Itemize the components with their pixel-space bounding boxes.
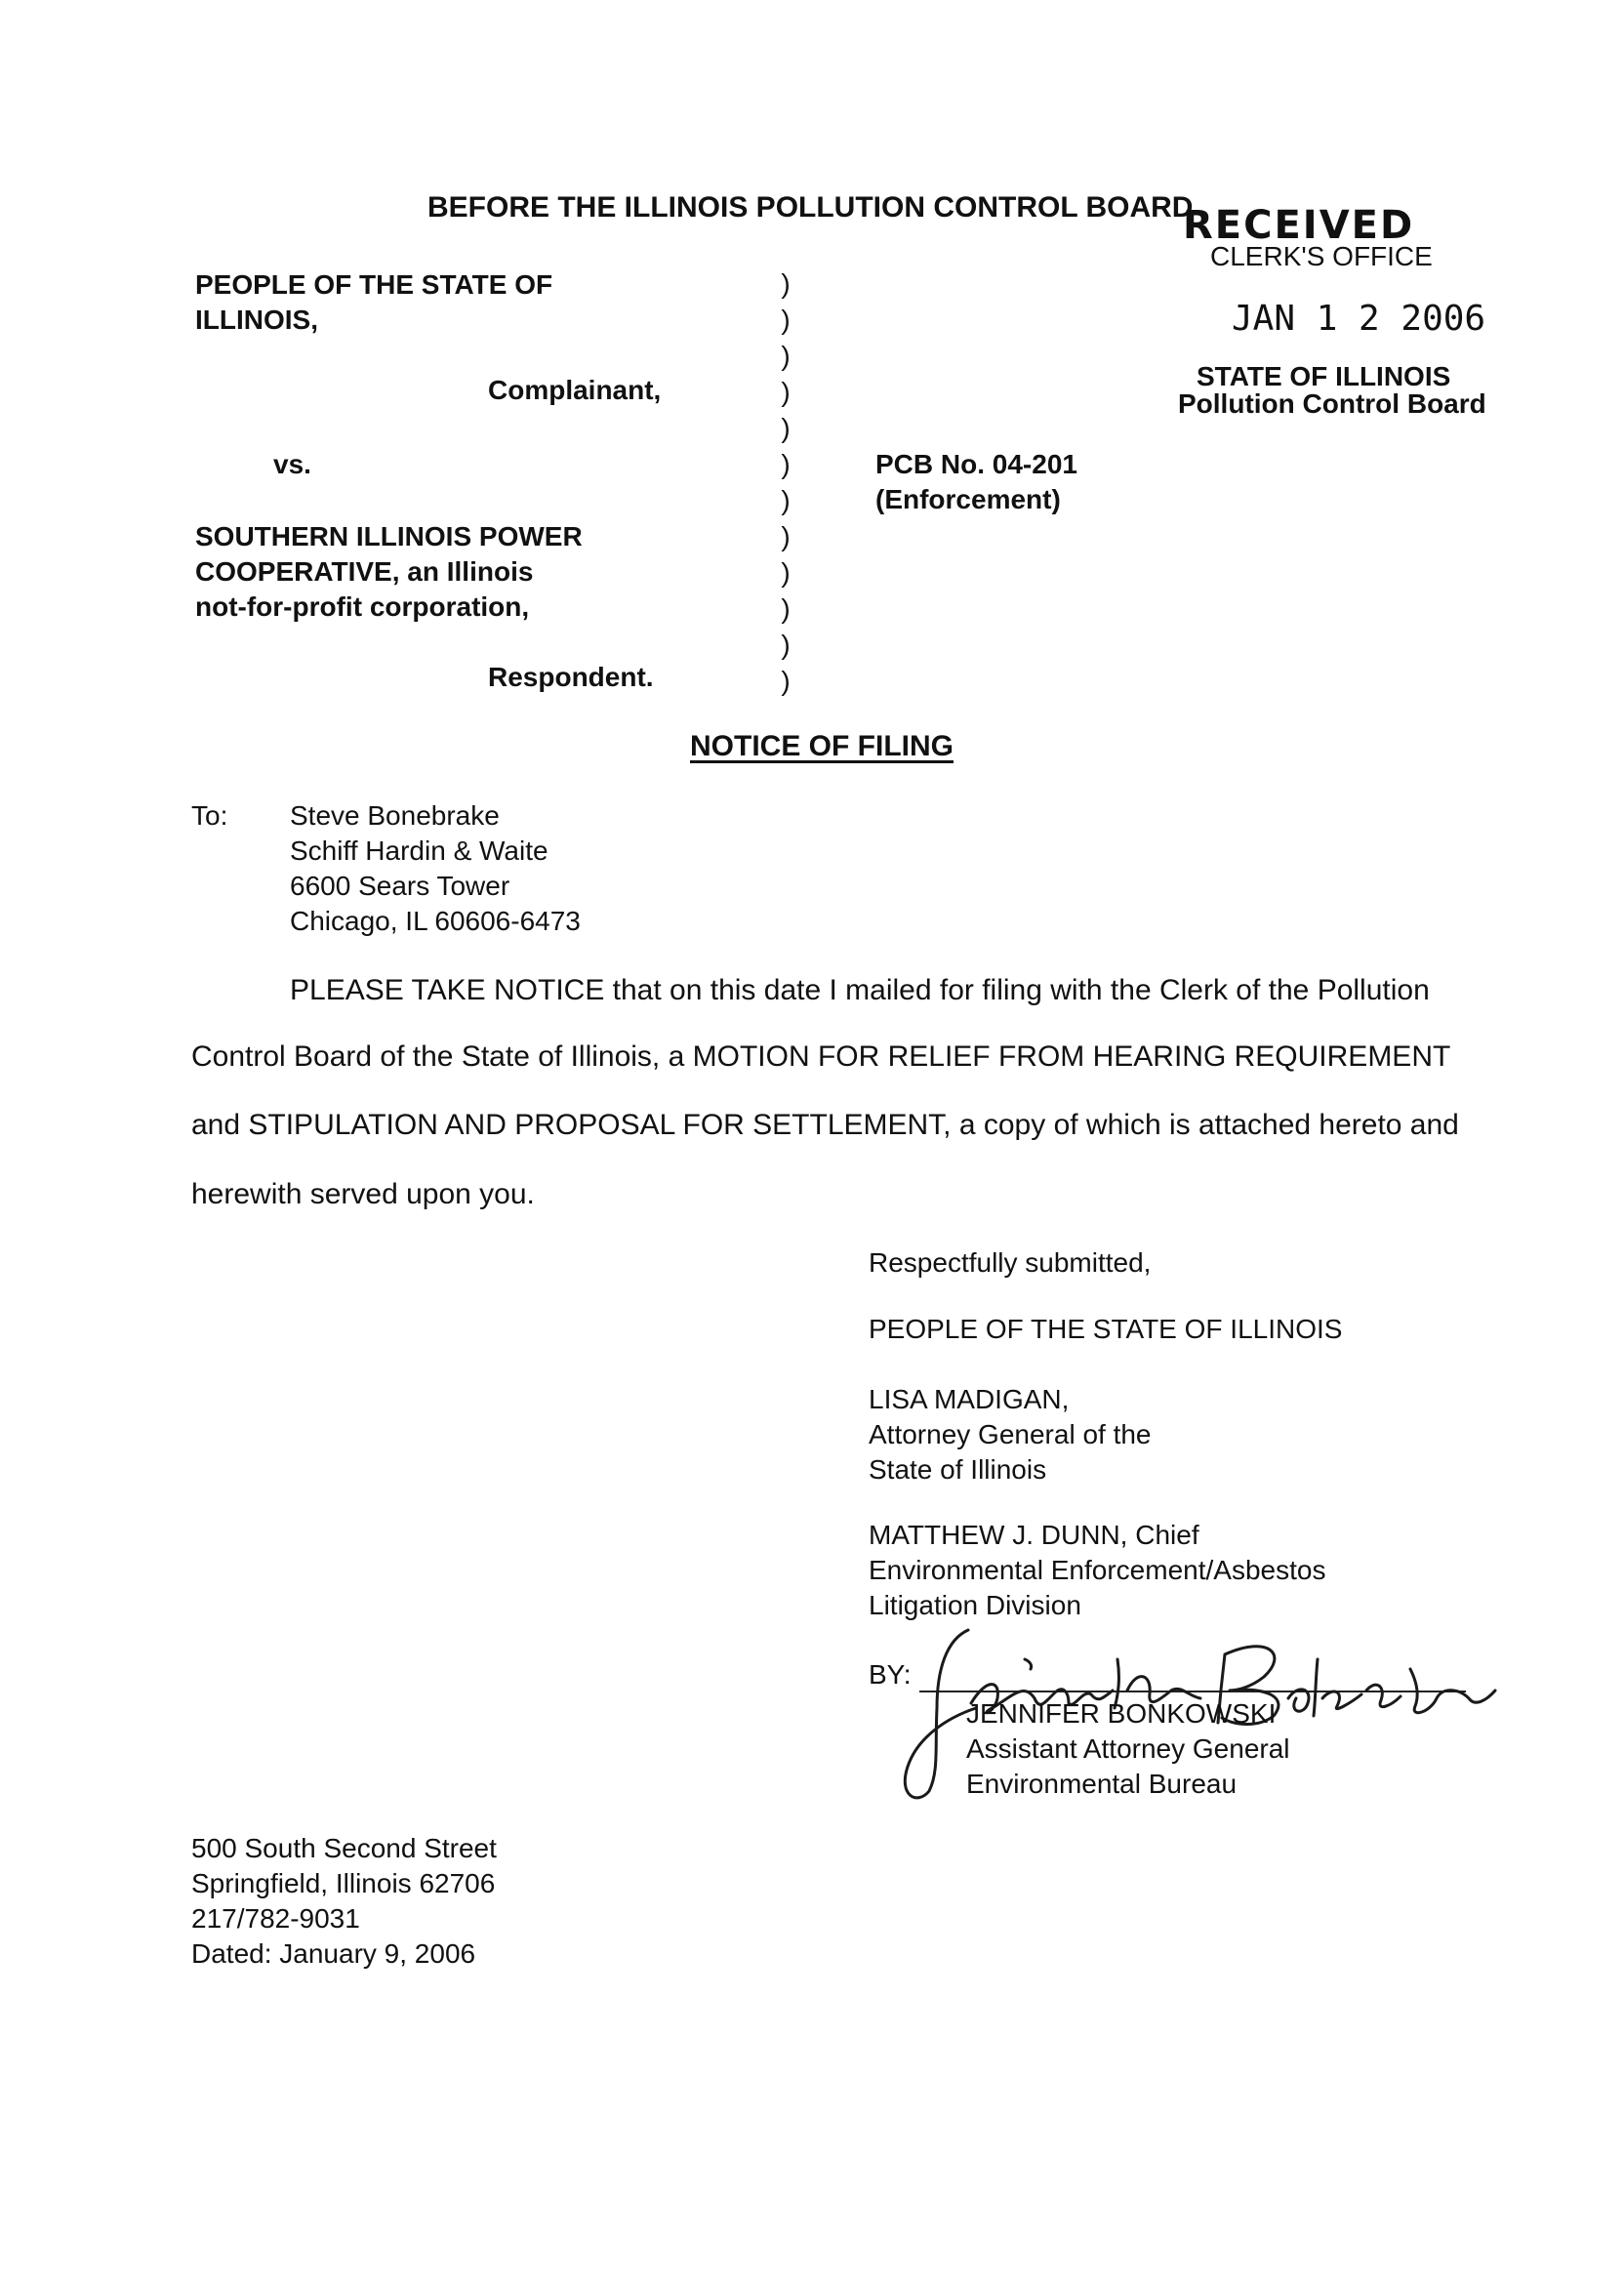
caption-paren: ) <box>781 377 791 407</box>
footer-address-line: Springfield, Illinois 62706 <box>191 1868 496 1898</box>
respondent-name-line: SOUTHERN ILLINOIS POWER <box>195 521 583 551</box>
case-type: (Enforcement) <box>875 484 1061 514</box>
complainant-role: Complainant, <box>488 375 662 405</box>
addressee-line: Chicago, IL 60606-6473 <box>290 906 581 936</box>
caption-paren: ) <box>781 485 791 515</box>
caption-paren: ) <box>781 666 791 696</box>
complainant-name <box>195 267 552 338</box>
party-name: PEOPLE OF THE STATE OF ILLINOIS <box>869 1314 1343 1344</box>
notice-title: NOTICE OF FILING <box>690 730 954 762</box>
notice-body-line: and STIPULATION AND PROPOSAL FOR SETTLEMENT, a copy of which is attached hereto and <box>191 1109 1459 1141</box>
complainant-name-line: PEOPLE OF THE STATE OF <box>195 269 553 300</box>
caption-paren: ) <box>781 557 791 588</box>
caption-paren: ) <box>781 630 791 660</box>
caption-paren: ) <box>781 593 791 624</box>
case-number: PCB No. 04-201 <box>875 449 1077 479</box>
footer-address-block <box>191 1831 497 1972</box>
attorney-general-block <box>869 1382 1152 1487</box>
notice-body-line: Control Board of the State of Illinois, a MOTION FOR RELIEF FROM HEARING REQUIREMENT <box>191 1040 1451 1073</box>
footer-address-line: 500 South Second Street <box>191 1833 497 1863</box>
attorney-general-line: Attorney General of the <box>869 1419 1152 1449</box>
attorney-general-line: State of Illinois <box>869 1454 1047 1485</box>
notice-body-line: PLEASE TAKE NOTICE that on this date I mailed for filing with the Clerk of the Pollution <box>290 974 1430 1006</box>
case-number-block <box>875 447 1077 517</box>
versus-label: vs. <box>273 449 311 479</box>
stamp-state: STATE OF ILLINOIS <box>1197 361 1451 391</box>
respondent-name <box>195 519 583 625</box>
board-title: BEFORE THE ILLINOIS POLLUTION CONTROL BOARD <box>427 191 1194 224</box>
respondent-role: Respondent. <box>488 662 654 692</box>
caption-paren: ) <box>781 449 791 479</box>
addressee-block <box>290 798 581 939</box>
to-label: To: <box>191 800 228 831</box>
complainant-name-line: ILLINOIS, <box>195 305 318 335</box>
caption-paren: ) <box>781 268 791 299</box>
caption-paren: ) <box>781 413 791 443</box>
addressee-line: Schiff Hardin & Waite <box>290 835 548 866</box>
addressee-line: Steve Bonebrake <box>290 800 500 831</box>
division-chief-line: MATTHEW J. DUNN, Chief <box>869 1520 1199 1550</box>
signer-line: Assistant Attorney General <box>966 1733 1290 1764</box>
signer-line: Environmental Bureau <box>966 1769 1238 1799</box>
notice-body-line: herewith served upon you. <box>191 1178 535 1210</box>
signer-block <box>966 1696 1290 1802</box>
caption-paren: ) <box>781 305 791 335</box>
footer-address-line: 217/782-9031 <box>191 1903 360 1934</box>
stamp-received: RECEIVED <box>1183 203 1415 248</box>
caption-paren: ) <box>781 341 791 371</box>
caption-paren-column <box>776 265 795 699</box>
division-chief-line: Environmental Enforcement/Asbestos <box>869 1555 1326 1585</box>
stamp-board: Pollution Control Board <box>1178 388 1486 419</box>
addressee-line: 6600 Sears Tower <box>290 871 510 901</box>
stamp-clerks-office: CLERK'S OFFICE <box>1210 241 1433 271</box>
footer-date: Dated: January 9, 2006 <box>191 1938 476 1969</box>
respondent-name-line: COOPERATIVE, an Illinois <box>195 556 534 587</box>
division-chief-line: Litigation Division <box>869 1590 1081 1620</box>
stamp-date: JAN 1 2 2006 <box>1232 299 1486 339</box>
closing: Respectfully submitted, <box>869 1247 1152 1278</box>
respondent-name-line: not-for-profit corporation, <box>195 591 530 622</box>
by-label: BY: <box>869 1659 912 1690</box>
caption-paren: ) <box>781 521 791 551</box>
attorney-general-line: LISA MADIGAN, <box>869 1384 1070 1414</box>
signer-line: JENNIFER BONKOWSKI <box>966 1698 1277 1729</box>
